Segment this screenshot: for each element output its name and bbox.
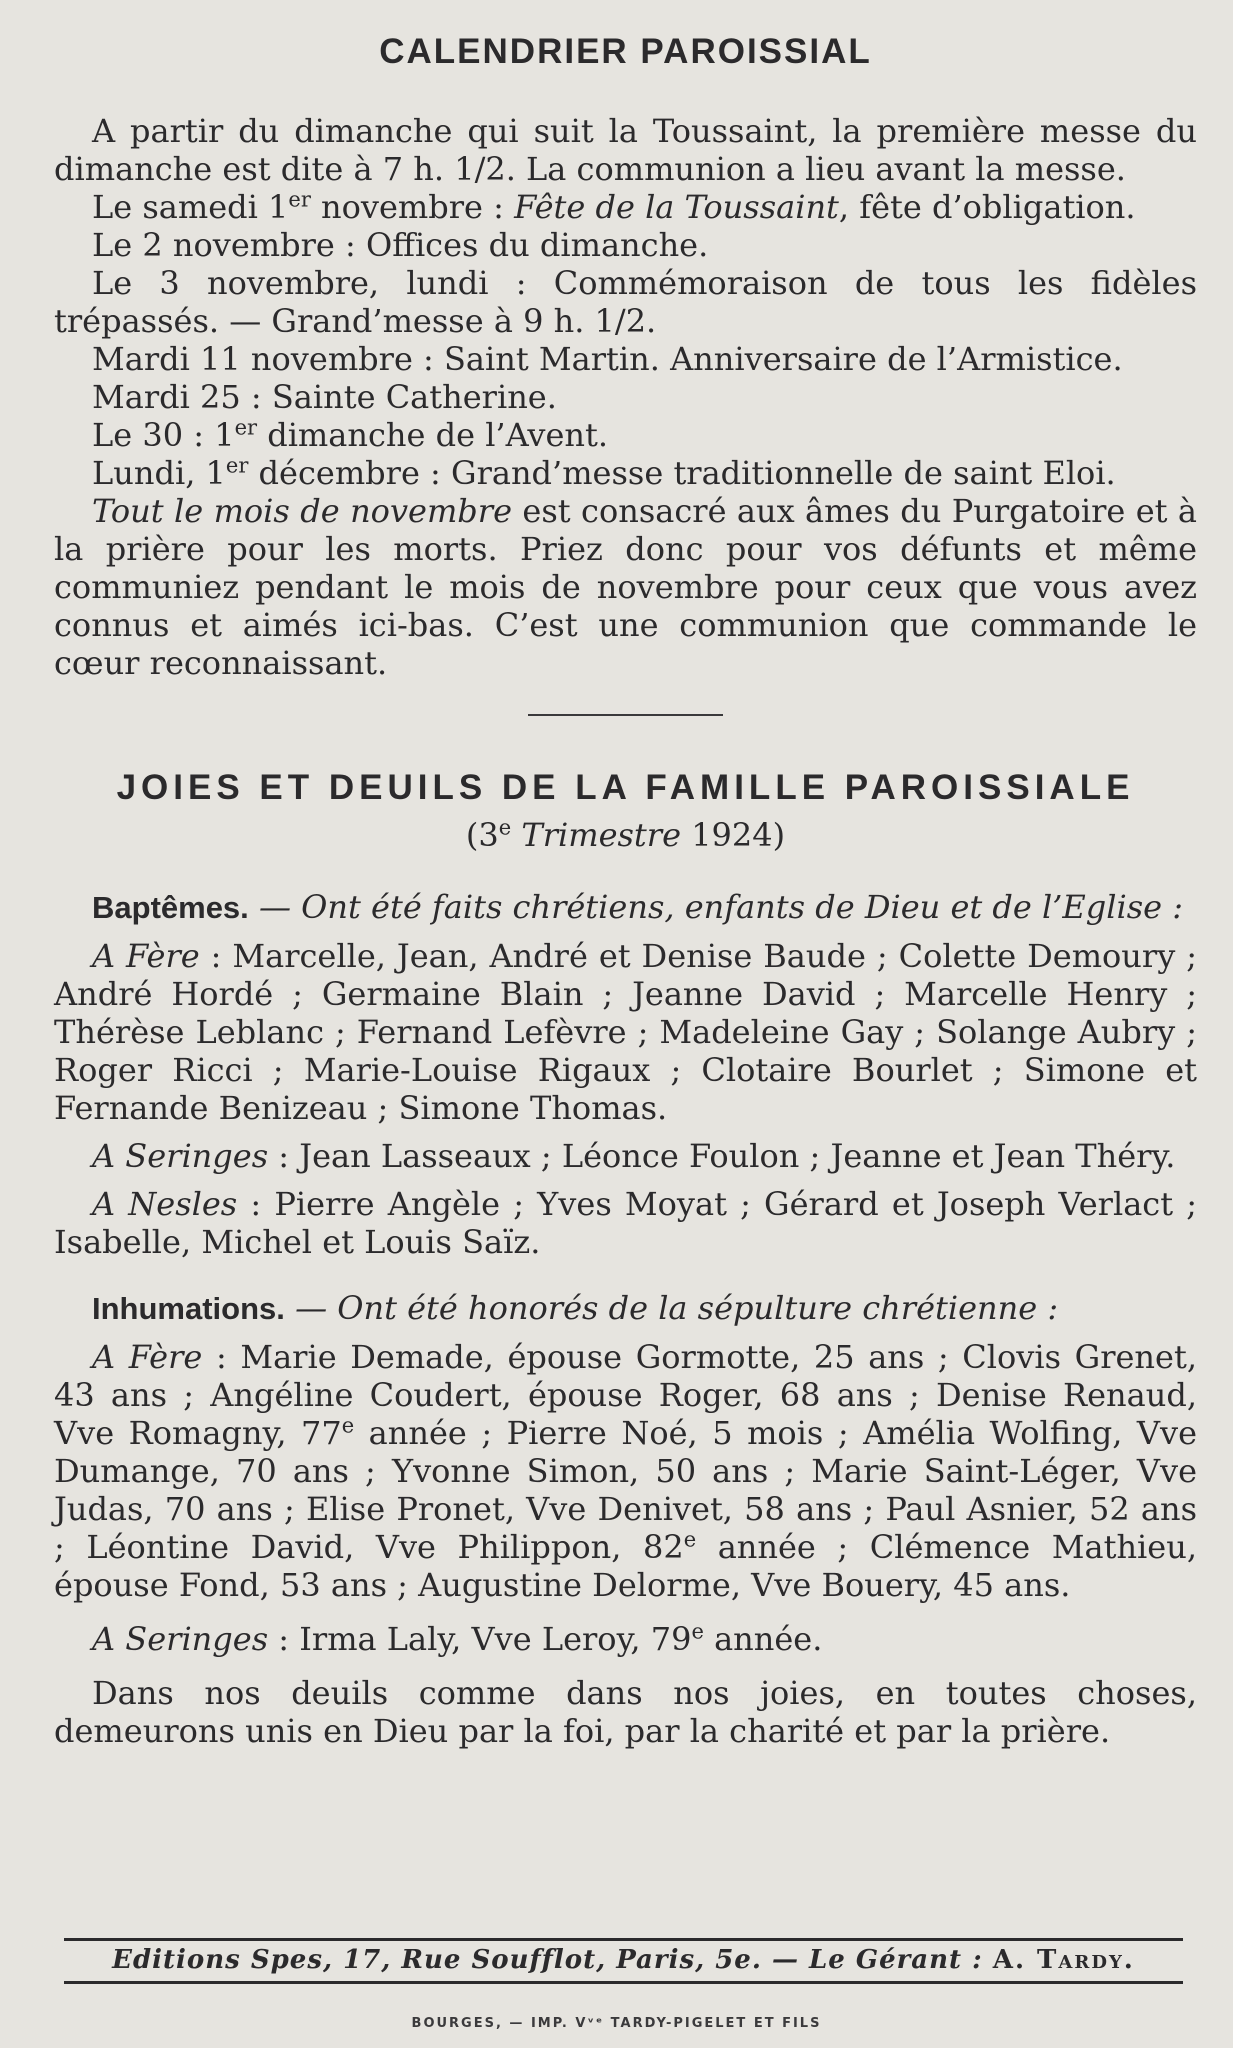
baptemes-seringes: A Seringes : Jean Lasseaux ; Léonce Foulon ; Jeanne et Jean Théry. xyxy=(92,1137,1176,1175)
baptemes-heading: Baptêmes. — Ont été faits chrétiens, enfants de Dieu et de l’Eglise : xyxy=(92,888,1184,926)
printer-line: BOURGES, — IMP. Vᵛᵉ TARDY-PIGELET ET FILS xyxy=(411,2016,822,2031)
calendar-nov25: Mardi 25 : Sainte Catherine. xyxy=(92,378,557,416)
calendar-nov2: Le 2 novembre : Offices du dimanche. xyxy=(92,226,709,264)
calendar-nov11: Mardi 11 novembre : Saint Martin. Anniversaire de l’Armistice. xyxy=(92,340,1123,378)
calendar-dec1: Lundi, 1er décembre : Grand’messe traditionnelle de saint Eloi. xyxy=(92,453,1116,492)
inhumations-heading: Inhumations. — Ont été honorés de la sépulture chrétienne : xyxy=(92,1289,1059,1327)
baptemes-nesles: A Nesles : Pierre Angèle ; Yves Moyat ; Gérard et Joseph Verlact ; Isabelle, Michel et Louis Saïz. xyxy=(54,1185,1198,1261)
inhumations-fere: A Fère : Marie Demade, épouse Gormotte, 25 ans ; Clovis Grenet, 43 ans ; Angéline Coudert, épouse Roger, 68 ans ; Denise Renaud, Vve Romagny, 77e année ; Pierre Noé, 5 mois ; Amélia Wolfing, Vve Dumange, 70 ans ; Yvonne Simon, 50 ans ; Marie Saint-Léger, Vve Judas, 70 ans ; Elise Pronet, Vve Denivet, 58 ans ; Paul Asnier, 52 ans ; Léontine David, Vve Philippon, 82e année ; Clémence Mathieu, épouse Fond, 53 ans ; Augustine Delorme, Vve Bouery, 45 ans. xyxy=(54,1338,1198,1604)
joies-subtitle: (3e Trimestre 1924) xyxy=(465,815,786,854)
calendar-nov30: Le 30 : 1er dimanche de l’Avent. xyxy=(92,415,609,454)
calendar-title: CALENDRIER PAROISSIAL xyxy=(379,32,872,71)
joies-title: JOIES ET DEUILS DE LA FAMILLE PAROISSIALE xyxy=(116,768,1135,807)
calendar-intro: A partir du dimanche qui suit la Toussaint, la première messe du dimanche est dite à 7 h. 1/2. La communion a lieu avant la messe. xyxy=(54,112,1197,188)
baptemes-fere: A Fère : Marcelle, Jean, André et Denise Baude ; Colette Demoury ; André Hordé ; Germaine Blain ; Jeanne David ; Marcelle Henry ; Thérèse Leblanc ; Fernand Lefèvre ; Madeleine Gay ; Solange Aubry ; Roger Ricci ; Marie-Louise Rigaux ; Clotaire Bourlet ; Simone et Fernande Benizeau ; Simone Thomas. xyxy=(54,937,1198,1127)
calendar-nov3: Le 3 novembre, lundi : Commémoraison de tous les fidèles trépassés. — Grand’messe à 9 h. 1/2. xyxy=(54,264,1197,340)
calendar-closing: Tout le mois de novembre est consacré aux âmes du Purgatoire et à la prière pour les morts. Priez donc pour vos défunts et même communiez pendant le mois de novembre pour ceux que vous avez connus et aimés ici-bas. C’est une communion que commande le cœur reconnaissant. xyxy=(54,492,1198,682)
inhumations-seringes: A Seringes : Irma Laly, Vve Leroy, 79e année. xyxy=(92,1619,823,1658)
calendar-samedi: Le samedi 1er novembre : Fête de la Toussaint, fête d’obligation. xyxy=(92,187,1136,226)
publisher-footer: Editions Spes, 17, Rue Soufflot, Paris, 5e. — Le Gérant : A. Tardy. xyxy=(64,1938,1183,1984)
section-divider xyxy=(528,714,723,716)
closing-prayer: Dans nos deuils comme dans nos joies, en toutes choses, demeurons unis en Dieu par la foi, par la charité et par la prière. xyxy=(54,1674,1197,1750)
